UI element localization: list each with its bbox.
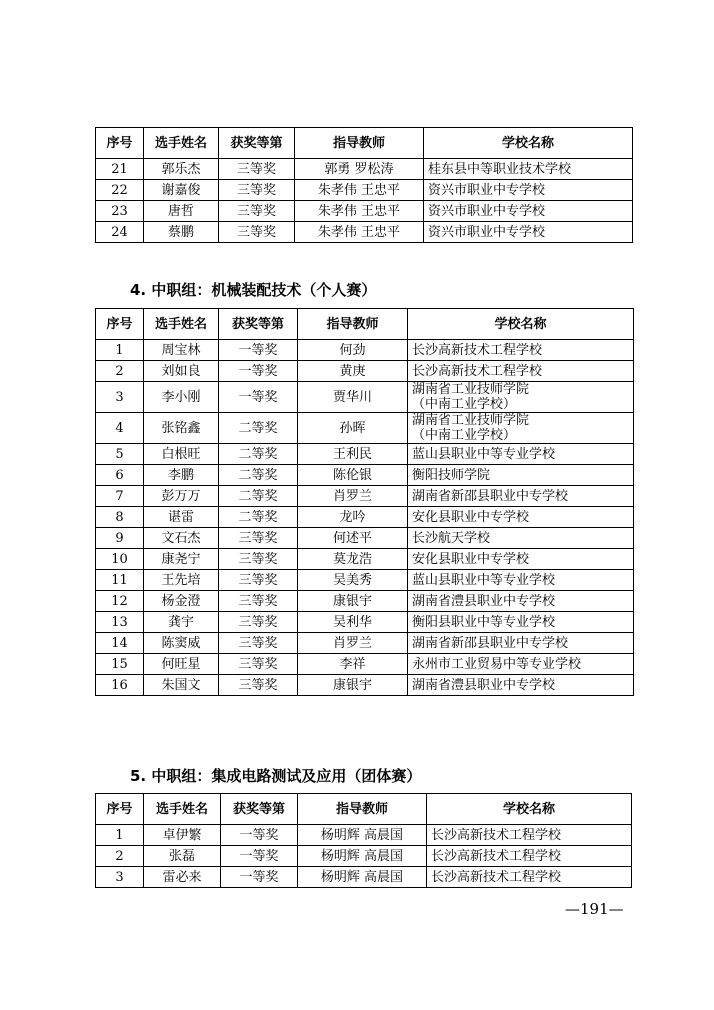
table-cell: 贾华川 [298,382,408,413]
table-cell: 康银宇 [298,591,408,612]
table-row [96,591,634,612]
table-row [96,675,634,696]
table-cell: 3 [96,382,144,413]
table-cell: 资兴市职业中专学校 [424,222,633,243]
table-cell [408,413,634,444]
column-header: 序号 [96,128,144,159]
table-row [96,361,634,382]
table-header-row [96,128,633,159]
table-row [96,180,633,201]
table-cell: 9 [96,528,144,549]
table-row [96,654,634,675]
table-cell: 张铭鑫 [144,413,219,444]
table-cell: 朱孝伟 王忠平 [295,222,424,243]
table-cell: 王先培 [144,570,219,591]
table-cell: 2 [96,846,144,867]
table-row [96,570,634,591]
award-table-1 [95,127,633,243]
table-header-row [96,794,632,825]
column-header: 获奖等第 [221,794,298,825]
column-header: 学校名称 [408,309,634,340]
table-row [96,382,634,413]
table-cell: 三等奖 [219,528,298,549]
table-cell: 杨金澄 [144,591,219,612]
column-header: 学校名称 [424,128,633,159]
table-cell: 三等奖 [219,654,298,675]
table-cell: 8 [96,507,144,528]
table-cell: 长沙高新技术工程学校 [408,340,634,361]
table-cell: 一等奖 [219,340,298,361]
table-cell: 资兴市职业中专学校 [424,201,633,222]
table-cell: 二等奖 [219,413,298,444]
table-row [96,867,632,888]
table-cell: 一等奖 [221,825,298,846]
table-cell: 一等奖 [221,867,298,888]
table-cell: 三等奖 [219,570,298,591]
column-header: 学校名称 [427,794,632,825]
table-row [96,222,633,243]
table-cell: 郭乐杰 [144,159,219,180]
table-cell: 吴利华 [298,612,408,633]
table-cell: 一等奖 [221,846,298,867]
table-row [96,612,634,633]
table-cell: 三等奖 [219,159,295,180]
table-cell: 莫龙浩 [298,549,408,570]
table-cell: 三等奖 [219,633,298,654]
table-cell: 朱孝伟 王忠平 [295,201,424,222]
table-cell: 23 [96,201,144,222]
table-cell: 文石杰 [144,528,219,549]
page-number: —191— [565,900,624,918]
table-row [96,846,632,867]
table-row [96,201,633,222]
table-cell: 湖南省澧县职业中专学校 [408,591,634,612]
column-header: 选手姓名 [144,128,219,159]
table-cell: 杨明辉 高晨国 [298,825,427,846]
table-row [96,159,633,180]
table-cell: 杨明辉 高晨国 [298,846,427,867]
table-cell: 桂东县中等职业技术学校 [424,159,633,180]
table-cell: 吴美秀 [298,570,408,591]
table-cell: 二等奖 [219,444,298,465]
table-cell: 三等奖 [219,675,298,696]
table-cell: 10 [96,549,144,570]
table-cell: 肖罗兰 [298,633,408,654]
table-cell: 1 [96,825,144,846]
table-cell: 资兴市职业中专学校 [424,180,633,201]
table-cell: 康尧宁 [144,549,219,570]
table-cell: 长沙高新技术工程学校 [427,867,632,888]
column-header: 指导教师 [298,309,408,340]
table-cell: 长沙高新技术工程学校 [408,361,634,382]
table-cell: 何旺星 [144,654,219,675]
column-header: 选手姓名 [144,309,219,340]
cell-line: （中南工业学校） [412,428,517,443]
table-cell: 21 [96,159,144,180]
table-cell: 三等奖 [219,612,298,633]
table-cell: 湖南省新邵县职业中专学校 [408,633,634,654]
table-cell: 长沙航天学校 [408,528,634,549]
table-cell: 陈伦银 [298,465,408,486]
column-header: 指导教师 [298,794,427,825]
table-cell: 黄庚 [298,361,408,382]
table-cell: 肖罗兰 [298,486,408,507]
table-row [96,340,634,361]
column-header: 指导教师 [295,128,424,159]
table-cell: 雷必来 [144,867,221,888]
table-cell: 谢嘉俊 [144,180,219,201]
table-cell: 三等奖 [219,180,295,201]
table-cell: 长沙高新技术工程学校 [427,846,632,867]
table-cell: 二等奖 [219,486,298,507]
table-cell: 何劲 [298,340,408,361]
table-cell: 1 [96,340,144,361]
table-cell: 2 [96,361,144,382]
table-cell: 24 [96,222,144,243]
table-cell: 蓝山县职业中等专业学校 [408,444,634,465]
column-header: 获奖等第 [219,128,295,159]
table-row [96,507,634,528]
table-cell: 衡阳县职业中等专业学校 [408,612,634,633]
table-row [96,825,632,846]
cell-line: （中南工业学校） [412,397,517,412]
table-cell: 7 [96,486,144,507]
table-cell: 三等奖 [219,549,298,570]
table-cell: 衡阳技师学院 [408,465,634,486]
cell-line: 湖南省工业技师学院 [412,382,530,397]
column-header: 获奖等第 [219,309,298,340]
table-cell: 三等奖 [219,222,295,243]
table-cell: 3 [96,867,144,888]
table-cell: 6 [96,465,144,486]
table-cell: 康银宇 [298,675,408,696]
table-cell: 刘如良 [144,361,219,382]
table-cell: 张磊 [144,846,221,867]
table-cell: 彭万万 [144,486,219,507]
table-cell: 唐哲 [144,201,219,222]
table-cell: 5 [96,444,144,465]
table-row [96,633,634,654]
table-cell: 13 [96,612,144,633]
table-cell: 李小刚 [144,382,219,413]
table-cell: 一等奖 [219,382,298,413]
section-5-title: 5. 中职组：集成电路测试及应用（团体赛） [130,767,422,785]
table-row [96,549,634,570]
table-row [96,486,634,507]
table-header-row [96,309,634,340]
table-cell: 白根旺 [144,444,219,465]
table-row [96,444,634,465]
table-cell: 谌雷 [144,507,219,528]
table-cell: 安化县职业中专学校 [408,507,634,528]
table-cell: 蔡鹏 [144,222,219,243]
column-header: 序号 [96,309,144,340]
table-cell: 三等奖 [219,201,295,222]
table-cell: 卓伊繁 [144,825,221,846]
table-cell: 周宝林 [144,340,219,361]
table-cell: 12 [96,591,144,612]
table-cell: 李鹏 [144,465,219,486]
table-cell: 一等奖 [219,361,298,382]
table-cell: 湖南省新邵县职业中专学校 [408,486,634,507]
table-cell [408,382,634,413]
table-row [96,413,634,444]
table-cell: 14 [96,633,144,654]
cell-line: 湖南省工业技师学院 [412,413,530,428]
table-cell: 安化县职业中专学校 [408,549,634,570]
table-cell: 永州市工业贸易中等专业学校 [408,654,634,675]
table-cell: 龙吟 [298,507,408,528]
table-cell: 二等奖 [219,465,298,486]
table-cell: 郭勇 罗松涛 [295,159,424,180]
table-cell: 15 [96,654,144,675]
table-cell: 朱国文 [144,675,219,696]
award-table-5 [95,793,632,888]
table-cell: 王利民 [298,444,408,465]
column-header: 序号 [96,794,144,825]
table-cell: 湖南省澧县职业中专学校 [408,675,634,696]
table-cell: 三等奖 [219,591,298,612]
table-cell: 11 [96,570,144,591]
table-cell: 长沙高新技术工程学校 [427,825,632,846]
table-cell: 4 [96,413,144,444]
table-cell: 16 [96,675,144,696]
table-cell: 龚宇 [144,612,219,633]
table-cell: 李祥 [298,654,408,675]
column-header: 选手姓名 [144,794,221,825]
table-cell: 杨明辉 高晨国 [298,867,427,888]
table-cell: 何述平 [298,528,408,549]
award-table-4 [95,308,634,696]
table-cell: 陈窦威 [144,633,219,654]
section-4-title: 4. 中职组：机械装配技术（个人赛） [130,281,377,299]
table-row [96,528,634,549]
table-cell: 22 [96,180,144,201]
table-cell: 二等奖 [219,507,298,528]
table-cell: 孙晖 [298,413,408,444]
table-cell: 蓝山县职业中等专业学校 [408,570,634,591]
table-row [96,465,634,486]
table-cell: 朱孝伟 王忠平 [295,180,424,201]
